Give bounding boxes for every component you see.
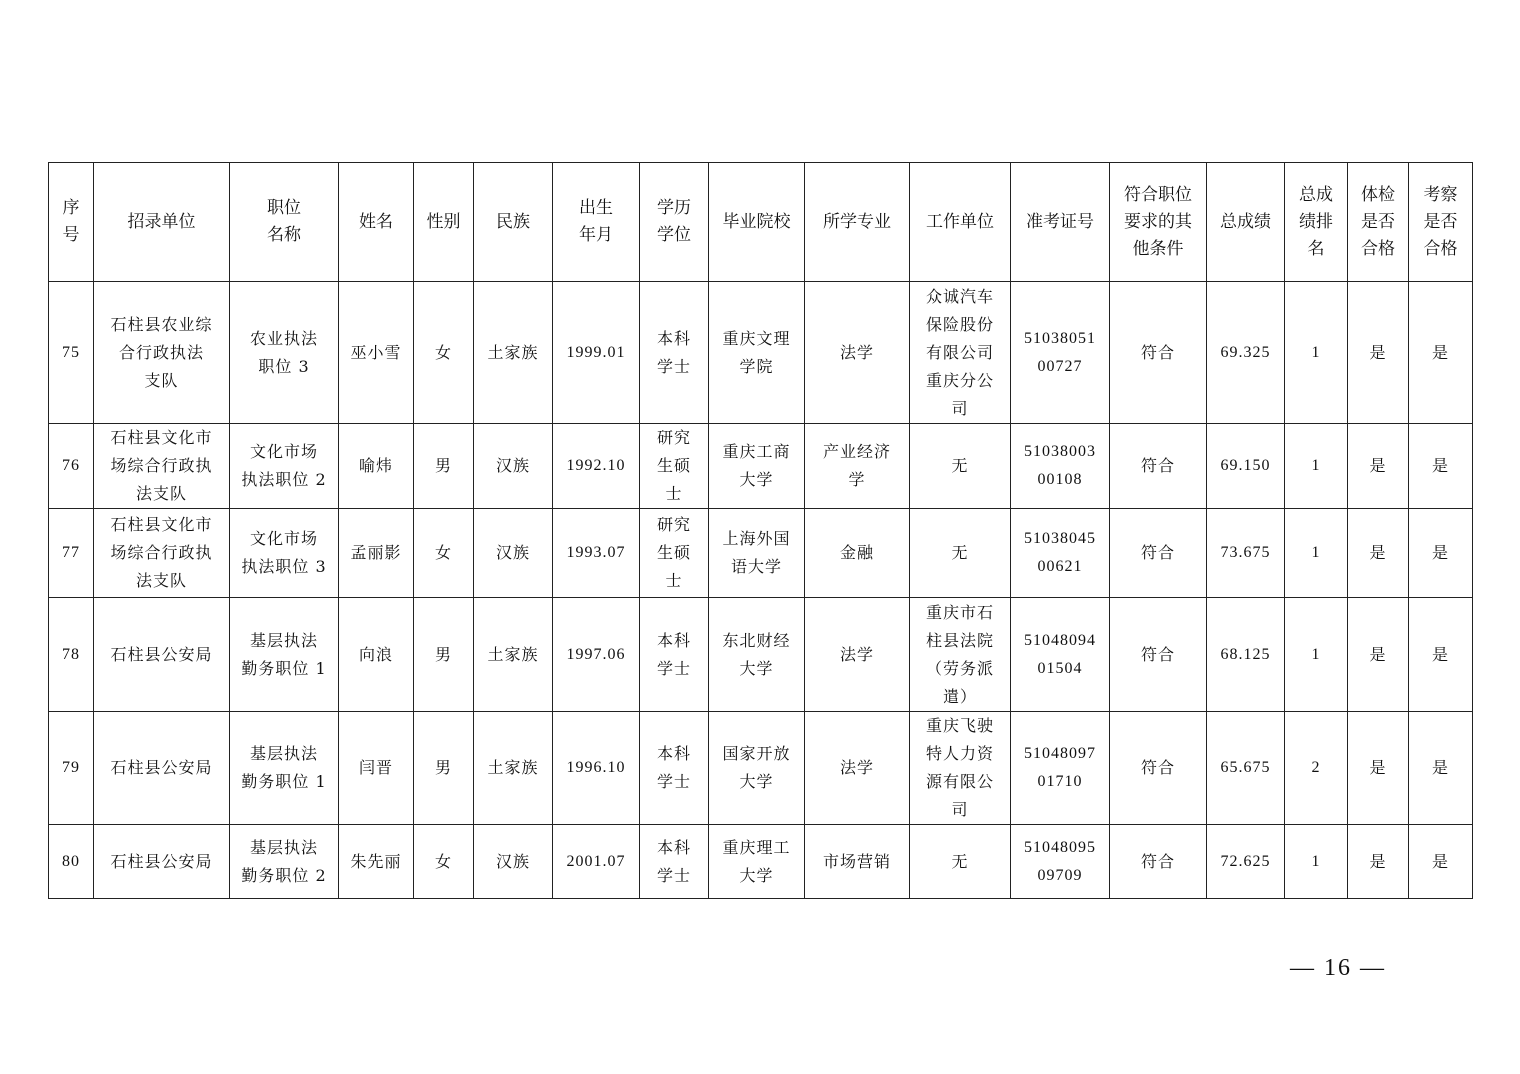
table-cell: 72.625 — [1207, 825, 1285, 899]
table-cell: 基层执法 勤务职位 1 — [230, 598, 339, 712]
table-cell: 喻炜 — [339, 424, 414, 509]
table-cell: 80 — [49, 825, 94, 899]
table-cell: 石柱县农业综 合行政执法 支队 — [94, 282, 230, 424]
table-cell: 78 — [49, 598, 94, 712]
header-cell: 考察 是否 合格 — [1409, 163, 1473, 282]
table-cell: 女 — [414, 282, 474, 424]
table-cell: 孟丽影 — [339, 509, 414, 598]
table-row — [49, 825, 1473, 899]
table-row — [49, 598, 1473, 712]
table-cell: 法学 — [805, 282, 910, 424]
table-cell: 石柱县文化市 场综合行政执 法支队 — [94, 509, 230, 598]
table-cell: 文化市场 执法职位 2 — [230, 424, 339, 509]
table-cell: 是 — [1409, 282, 1473, 424]
header-cell: 符合职位 要求的其 他条件 — [1110, 163, 1207, 282]
table-header — [49, 163, 1473, 282]
table-row — [49, 282, 1473, 424]
table-cell: 1997.06 — [553, 598, 640, 712]
table-cell: 文化市场 执法职位 3 — [230, 509, 339, 598]
page-number: — 16 — — [1290, 955, 1386, 981]
header-cell: 工作单位 — [910, 163, 1011, 282]
table-cell: 汉族 — [474, 509, 553, 598]
header-cell: 体检 是否 合格 — [1348, 163, 1409, 282]
table-cell: 巫小雪 — [339, 282, 414, 424]
table-cell: 符合 — [1110, 282, 1207, 424]
table-cell: 是 — [1348, 424, 1409, 509]
table-row — [49, 712, 1473, 825]
table-cell: 1992.10 — [553, 424, 640, 509]
header-cell: 所学专业 — [805, 163, 910, 282]
table-cell: 本科 学士 — [640, 598, 709, 712]
table-cell: 重庆工商 大学 — [709, 424, 805, 509]
table-cell: 51048094 01504 — [1011, 598, 1110, 712]
table-cell: 是 — [1409, 598, 1473, 712]
header-cell: 总成绩 — [1207, 163, 1285, 282]
header-cell: 总成 绩排 名 — [1285, 163, 1348, 282]
table-cell: 1993.07 — [553, 509, 640, 598]
table-cell: 众诚汽车 保险股份 有限公司 重庆分公 司 — [910, 282, 1011, 424]
table-cell: 研究 生硕 士 — [640, 424, 709, 509]
table-cell: 79 — [49, 712, 94, 825]
table-cell: 向浪 — [339, 598, 414, 712]
table-cell: 本科 学士 — [640, 282, 709, 424]
table-cell: 重庆理工 大学 — [709, 825, 805, 899]
table-cell: 符合 — [1110, 825, 1207, 899]
table-cell: 是 — [1409, 509, 1473, 598]
table-cell: 无 — [910, 509, 1011, 598]
table-cell: 51038045 00621 — [1011, 509, 1110, 598]
header-cell: 出生 年月 — [553, 163, 640, 282]
table-cell: 研究 生硕 士 — [640, 509, 709, 598]
table-cell: 1996.10 — [553, 712, 640, 825]
table-cell: 75 — [49, 282, 94, 424]
table-cell: 土家族 — [474, 598, 553, 712]
table-cell: 69.325 — [1207, 282, 1285, 424]
table-cell: 符合 — [1110, 598, 1207, 712]
table-cell: 符合 — [1110, 712, 1207, 825]
table-cell: 农业执法 职位 3 — [230, 282, 339, 424]
table-cell: 本科 学士 — [640, 712, 709, 825]
table-cell: 是 — [1348, 282, 1409, 424]
table-cell: 国家开放 大学 — [709, 712, 805, 825]
header-cell: 职位 名称 — [230, 163, 339, 282]
table-cell: 73.675 — [1207, 509, 1285, 598]
table-cell: 汉族 — [474, 424, 553, 509]
table-cell: 东北财经 大学 — [709, 598, 805, 712]
header-cell: 性别 — [414, 163, 474, 282]
table-cell: 1 — [1285, 598, 1348, 712]
table-cell: 51048095 09709 — [1011, 825, 1110, 899]
table-cell: 2 — [1285, 712, 1348, 825]
table-cell: 石柱县文化市 场综合行政执 法支队 — [94, 424, 230, 509]
table-cell: 土家族 — [474, 282, 553, 424]
table-cell: 51038003 00108 — [1011, 424, 1110, 509]
table-cell: 无 — [910, 424, 1011, 509]
table-cell: 基层执法 勤务职位 2 — [230, 825, 339, 899]
table-cell: 石柱县公安局 — [94, 712, 230, 825]
header-cell: 招录单位 — [94, 163, 230, 282]
header-cell: 准考证号 — [1011, 163, 1110, 282]
table-cell: 76 — [49, 424, 94, 509]
table-cell: 女 — [414, 825, 474, 899]
table-row — [49, 509, 1473, 598]
table-cell: 1 — [1285, 509, 1348, 598]
table-cell: 65.675 — [1207, 712, 1285, 825]
table-cell: 男 — [414, 598, 474, 712]
results-table — [48, 162, 1473, 899]
table-cell: 是 — [1409, 712, 1473, 825]
table-cell: 石柱县公安局 — [94, 598, 230, 712]
table-cell: 51048097 01710 — [1011, 712, 1110, 825]
table-cell: 女 — [414, 509, 474, 598]
table-cell: 男 — [414, 424, 474, 509]
table-cell: 1 — [1285, 282, 1348, 424]
table-cell: 2001.07 — [553, 825, 640, 899]
header-row — [49, 163, 1473, 282]
table-cell: 基层执法 勤务职位 1 — [230, 712, 339, 825]
table-cell: 法学 — [805, 712, 910, 825]
table-row — [49, 424, 1473, 509]
table-cell: 符合 — [1110, 509, 1207, 598]
table-cell: 土家族 — [474, 712, 553, 825]
table-cell: 重庆市石 柱县法院 （劳务派 遣） — [910, 598, 1011, 712]
header-cell: 毕业院校 — [709, 163, 805, 282]
table-cell: 闫晋 — [339, 712, 414, 825]
table-cell: 金融 — [805, 509, 910, 598]
table-cell: 无 — [910, 825, 1011, 899]
table-cell: 68.125 — [1207, 598, 1285, 712]
table-cell: 朱先丽 — [339, 825, 414, 899]
table-cell: 男 — [414, 712, 474, 825]
table-body — [49, 282, 1473, 899]
table-cell: 市场营销 — [805, 825, 910, 899]
header-cell: 序 号 — [49, 163, 94, 282]
table-cell: 是 — [1348, 825, 1409, 899]
table-cell: 汉族 — [474, 825, 553, 899]
table-cell: 符合 — [1110, 424, 1207, 509]
table-cell: 上海外国 语大学 — [709, 509, 805, 598]
header-cell: 学历 学位 — [640, 163, 709, 282]
table-cell: 51038051 00727 — [1011, 282, 1110, 424]
table-cell: 重庆文理 学院 — [709, 282, 805, 424]
table-cell: 是 — [1348, 509, 1409, 598]
table-cell: 1 — [1285, 424, 1348, 509]
table-cell: 69.150 — [1207, 424, 1285, 509]
table-cell: 石柱县公安局 — [94, 825, 230, 899]
table-cell: 是 — [1409, 825, 1473, 899]
table-cell: 重庆飞驶 特人力资 源有限公 司 — [910, 712, 1011, 825]
table-cell: 是 — [1409, 424, 1473, 509]
table-cell: 法学 — [805, 598, 910, 712]
table-cell: 是 — [1348, 712, 1409, 825]
table-cell: 本科 学士 — [640, 825, 709, 899]
header-cell: 姓名 — [339, 163, 414, 282]
table-cell: 77 — [49, 509, 94, 598]
table-cell: 1 — [1285, 825, 1348, 899]
table-cell: 是 — [1348, 598, 1409, 712]
table-cell: 产业经济 学 — [805, 424, 910, 509]
header-cell: 民族 — [474, 163, 553, 282]
table-cell: 1999.01 — [553, 282, 640, 424]
